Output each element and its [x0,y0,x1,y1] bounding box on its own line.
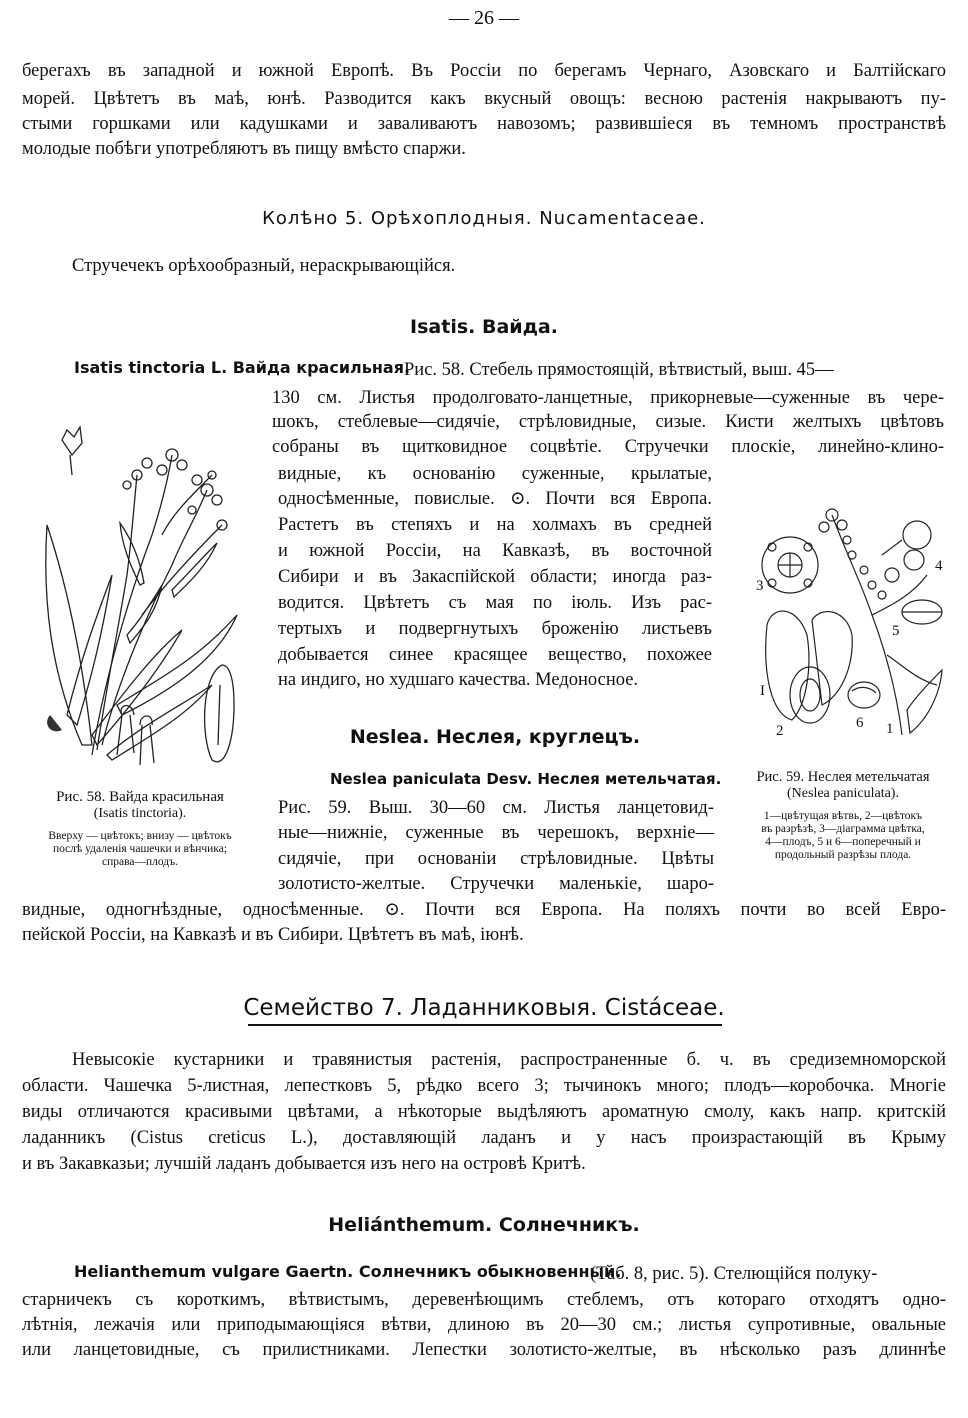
isatis-text-line: шокъ, стеблевые—сидячіе, стрѣловидные, сизые. Кисти желтыхъ цвѣтовъ [272,412,944,432]
figure-58-isatis-illustration [22,415,267,780]
tribe-description: Стручечекъ орѣхообразный, нераскрывающійся. [72,256,456,276]
isatis-genus-heading: Isatis. Вайда. [410,316,558,338]
neslea-text-line: пейской Россіи, на Кавказѣ и въ Сибири. Цвѣтетъ въ маѣ, іюнѣ. [22,925,524,945]
figure-59-caption-latin: (Neslea paniculata). [787,786,899,801]
figure-59-label: 6 [856,715,864,731]
isatis-text-line: на индиго, но худшаго качества. Медоносное. [278,670,639,690]
family-text-line: ладанникъ (Cistus creticus L.), доставляющій ладанъ и у насъ произрастающій въ Крыму [22,1128,946,1148]
isatis-text-line: собраны въ щитковидное соцвѣтіе. Стручечки плоскіе, линейно-клино- [272,437,944,457]
figure-58-caption-note: справа—плодъ. [102,856,178,868]
family-text-line: и въ Закавказьи; лучшій ладанъ добывается изъ него на островѣ Критѣ. [22,1154,586,1174]
neslea-text-line: Рис. 59. Выш. 30—60 см. Листья ланцетовид- [278,798,714,818]
figure-59-caption-note: въ разрѣзѣ, 3—діаграмма цвѣтка, [761,823,925,835]
figure-59-caption-note: 1—цвѣтущая вѣтвь, 2—цвѣтокъ [763,810,923,822]
helianthemum-text-line: лѣтнія, лежачія или приподымающіяся вѣтви, длиною въ 20—30 см.; листья супротивные, овальные [22,1315,946,1335]
neslea-genus-heading: Neslea. Неслея, круглецъ. [349,726,641,748]
figure-58-caption-note: Вверху — цвѣтокъ; внизу — цвѣтокъ [48,830,232,842]
figure-59-label: 4 [935,558,943,574]
page-number: — 26 — [449,7,519,29]
helianthemum-genus-heading: Heliánthemum. Солнечникъ. [328,1214,640,1236]
figure-59-label: I [760,683,765,699]
isatis-species-name: Isatis tinctoria L. Вайда красильная. [74,358,411,377]
isatis-text-line: Сибири и въ Закаспійской области; иногда раз- [278,567,712,587]
isatis-text-line: водится. Цвѣтетъ съ мая по іюль. Изъ рас- [278,593,712,613]
helianthemum-text-line: старничекъ съ короткимъ, вѣтвистымъ, деревенѣющимъ стеблемъ, отъ котораго отходятъ одно- [22,1290,946,1310]
figure-58-caption-title: Рис. 58. Вайда красильная [56,789,224,805]
isatis-text-line: и южной Россіи, на Кавказѣ, въ восточной [278,541,712,561]
isatis-text-line: 130 см. Листья продолговато-ланцетные, прикорневые—суженные въ чере- [272,388,944,408]
isatis-text-line: односѣменные, повислые. ⊙. Почти вся Европа. [278,489,712,509]
family-text-line: виды отличаются красивыми цвѣтами, а нѣкоторые выдѣляютъ ароматную смолу, какъ напр. критскій [22,1102,946,1122]
figure-59-label: 3 [756,578,764,594]
figure-59-label: 2 [776,723,784,739]
intro-line: берегахъ въ западной и южной Европѣ. Въ Россіи по берегамъ Чернаго, Азовскаго и Балтійскаго [22,61,946,81]
figure-59-caption-note: продольный разрѣзы плода. [774,849,912,861]
figure-58-caption-latin: (Isatis tinctoria). [93,806,187,821]
family-heading-underline [248,1024,722,1026]
figure-58-caption-note: послѣ удаленія чашечки и вѣнчика; [52,843,228,855]
figure-59-caption-title: Рис. 59. Неслея метельчатая [756,769,930,785]
isatis-species-line [74,358,410,378]
neslea-text-line: видные, одногнѣздные, односѣменные. ⊙. Почти вся Европа. На поляхъ почти во всей Евро- [22,900,946,920]
isatis-text-line: добывается синее красящее вещество, похожее [278,645,712,665]
helianthemum-text-line: (Таб. 8, рис. 5). Стелющійся полуку- [590,1264,878,1284]
helianthemum-text-line: или ланцетовидные, съ прилистниками. Лепестки золотисто-желтые, въ нѣсколько разъ длиннѣе [22,1340,946,1360]
neslea-text-line: сидячіе, при основаніи стрѣловидные. Цвѣты [278,849,714,869]
figure-59-label: 5 [892,623,900,639]
intro-line: морей. Цвѣтетъ въ маѣ, юнѣ. Разводится какъ вкусный овощъ: весною растенія накрываютъ пу- [22,89,946,109]
neslea-text-line: ные—нижніе, суженные въ черешокъ, верхніе— [278,823,714,843]
family-heading: Семейство 7. Ладанниковыя. Cistáceae. [243,995,725,1021]
isatis-text-line: тертыхъ и подвергнутыхъ броженію листьевъ [278,619,712,639]
isatis-text-line: видные, къ основанію суженные, крылатые, [278,464,712,484]
neslea-species-line [330,770,721,789]
helianthemum-species-line [74,1262,621,1282]
tribe-heading: Колѣно 5. Орѣхоплодныя. Nucamentaceae. [262,208,706,229]
neslea-text-line: золотисто-желтые. Стручечки маленькіе, шаро- [278,874,714,894]
figure-59-label: 1 [886,721,894,737]
neslea-species-name: Neslea paniculata Desv. Неслея метельчатая. [330,770,722,788]
figure-59-neslea-illustration [752,495,952,750]
isatis-text-line: Растетъ въ степяхъ и на холмахъ въ средней [278,515,712,535]
intro-line: стыми горшками или кадушками и заваливаютъ навозомъ; развившіеся въ темномъ пространствѣ [22,114,946,134]
family-text-line: области. Чашечка 5-листная, лепестковъ 5, рѣдко всего 3; тычинокъ много; плодъ—коробочка. Многіе [22,1076,946,1096]
helianthemum-species-name: Helianthemum vulgare Gaertn. Солнечникъ обыкновенный. [74,1262,622,1281]
isatis-text-line: Рис. 58. Стебель прямостоящій, вѣтвистый, выш. 45— [404,360,834,380]
family-text-line: Невысокіе кустарники и травянистыя растенія, распространенные б. ч. въ средиземноморской [72,1050,946,1070]
intro-line: молодые побѣги употребляютъ въ пищу вмѣсто спаржи. [22,139,466,159]
figure-59-caption-note: 4—плодъ, 5 и 6—поперечный и [765,836,921,848]
